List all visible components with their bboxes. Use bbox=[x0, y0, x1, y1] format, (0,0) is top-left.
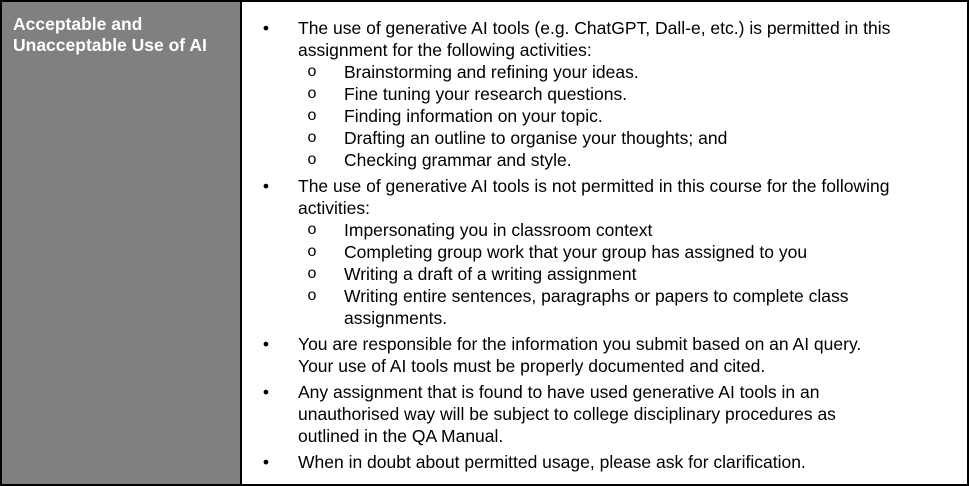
sub-bullet-marker: o bbox=[307, 85, 317, 102]
list-item bbox=[242, 241, 957, 263]
policy-bullet-list bbox=[242, 17, 957, 473]
sub-bullet-marker: o bbox=[307, 221, 317, 238]
list-item bbox=[242, 83, 957, 105]
not-permitted-activities-list bbox=[298, 219, 957, 329]
policy-bullet-not-permitted bbox=[242, 175, 957, 329]
bullet-marker: • bbox=[262, 18, 270, 38]
sub-bullet-marker: o bbox=[307, 107, 317, 124]
bullet-text: When in doubt about permitted usage, please ask for clarification. bbox=[298, 452, 806, 472]
list-item bbox=[242, 219, 957, 241]
policy-bullet-disciplinary bbox=[242, 381, 957, 447]
sub-item-text: Fine tuning your research questions. bbox=[344, 84, 628, 104]
bullet-text: The use of generative AI tools (e.g. ChatGPT, Dall-e, etc.) is permitted in this assignment for the following activities: bbox=[298, 18, 891, 60]
sub-bullet-marker: o bbox=[307, 151, 317, 168]
bullet-marker: • bbox=[262, 176, 270, 196]
sub-item-text: Drafting an outline to organise your thoughts; and bbox=[344, 128, 728, 148]
list-item bbox=[242, 61, 957, 83]
sub-item-text: Brainstorming and refining your ideas. bbox=[344, 62, 639, 82]
list-item bbox=[242, 105, 957, 127]
bullet-marker: • bbox=[262, 452, 270, 472]
list-item bbox=[242, 127, 957, 149]
bullet-text: You are responsible for the information you submit based on an AI query. Your use of AI tools must be properly documented and cited. bbox=[298, 334, 862, 376]
sub-item-text: Checking grammar and style. bbox=[344, 150, 572, 170]
policy-heading-cell bbox=[2, 2, 242, 484]
sub-item-text: Finding information on your topic. bbox=[344, 106, 603, 126]
list-item bbox=[242, 149, 957, 171]
sub-bullet-marker: o bbox=[307, 243, 317, 260]
list-item bbox=[242, 285, 957, 329]
policy-heading: Acceptable and Unacceptable Use of AI bbox=[13, 14, 207, 55]
bullet-marker: • bbox=[262, 382, 270, 402]
sub-item-text: Writing a draft of a writing assignment bbox=[344, 264, 637, 284]
sub-item-text: Writing entire sentences, paragraphs or papers to complete class assignments. bbox=[344, 286, 849, 328]
bullet-marker: • bbox=[262, 334, 270, 354]
sub-bullet-marker: o bbox=[307, 265, 317, 282]
sub-bullet-marker: o bbox=[307, 63, 317, 80]
list-item bbox=[242, 263, 957, 285]
bullet-text: Any assignment that is found to have used generative AI tools in an unauthorised way will be subject to college disciplinary procedures as outlined in the QA Manual. bbox=[298, 382, 836, 446]
policy-bullet-clarification bbox=[242, 451, 957, 473]
policy-bullet-permitted bbox=[242, 17, 957, 171]
sub-item-text: Impersonating you in classroom context bbox=[344, 220, 653, 240]
sub-bullet-marker: o bbox=[307, 129, 317, 146]
sub-bullet-marker: o bbox=[307, 287, 317, 304]
bullet-text: The use of generative AI tools is not permitted in this course for the following activities: bbox=[298, 176, 890, 218]
permitted-activities-list bbox=[298, 61, 957, 171]
policy-content-cell bbox=[242, 2, 967, 484]
policy-bullet-responsibility bbox=[242, 333, 957, 377]
sub-item-text: Completing group work that your group has assigned to you bbox=[344, 242, 808, 262]
